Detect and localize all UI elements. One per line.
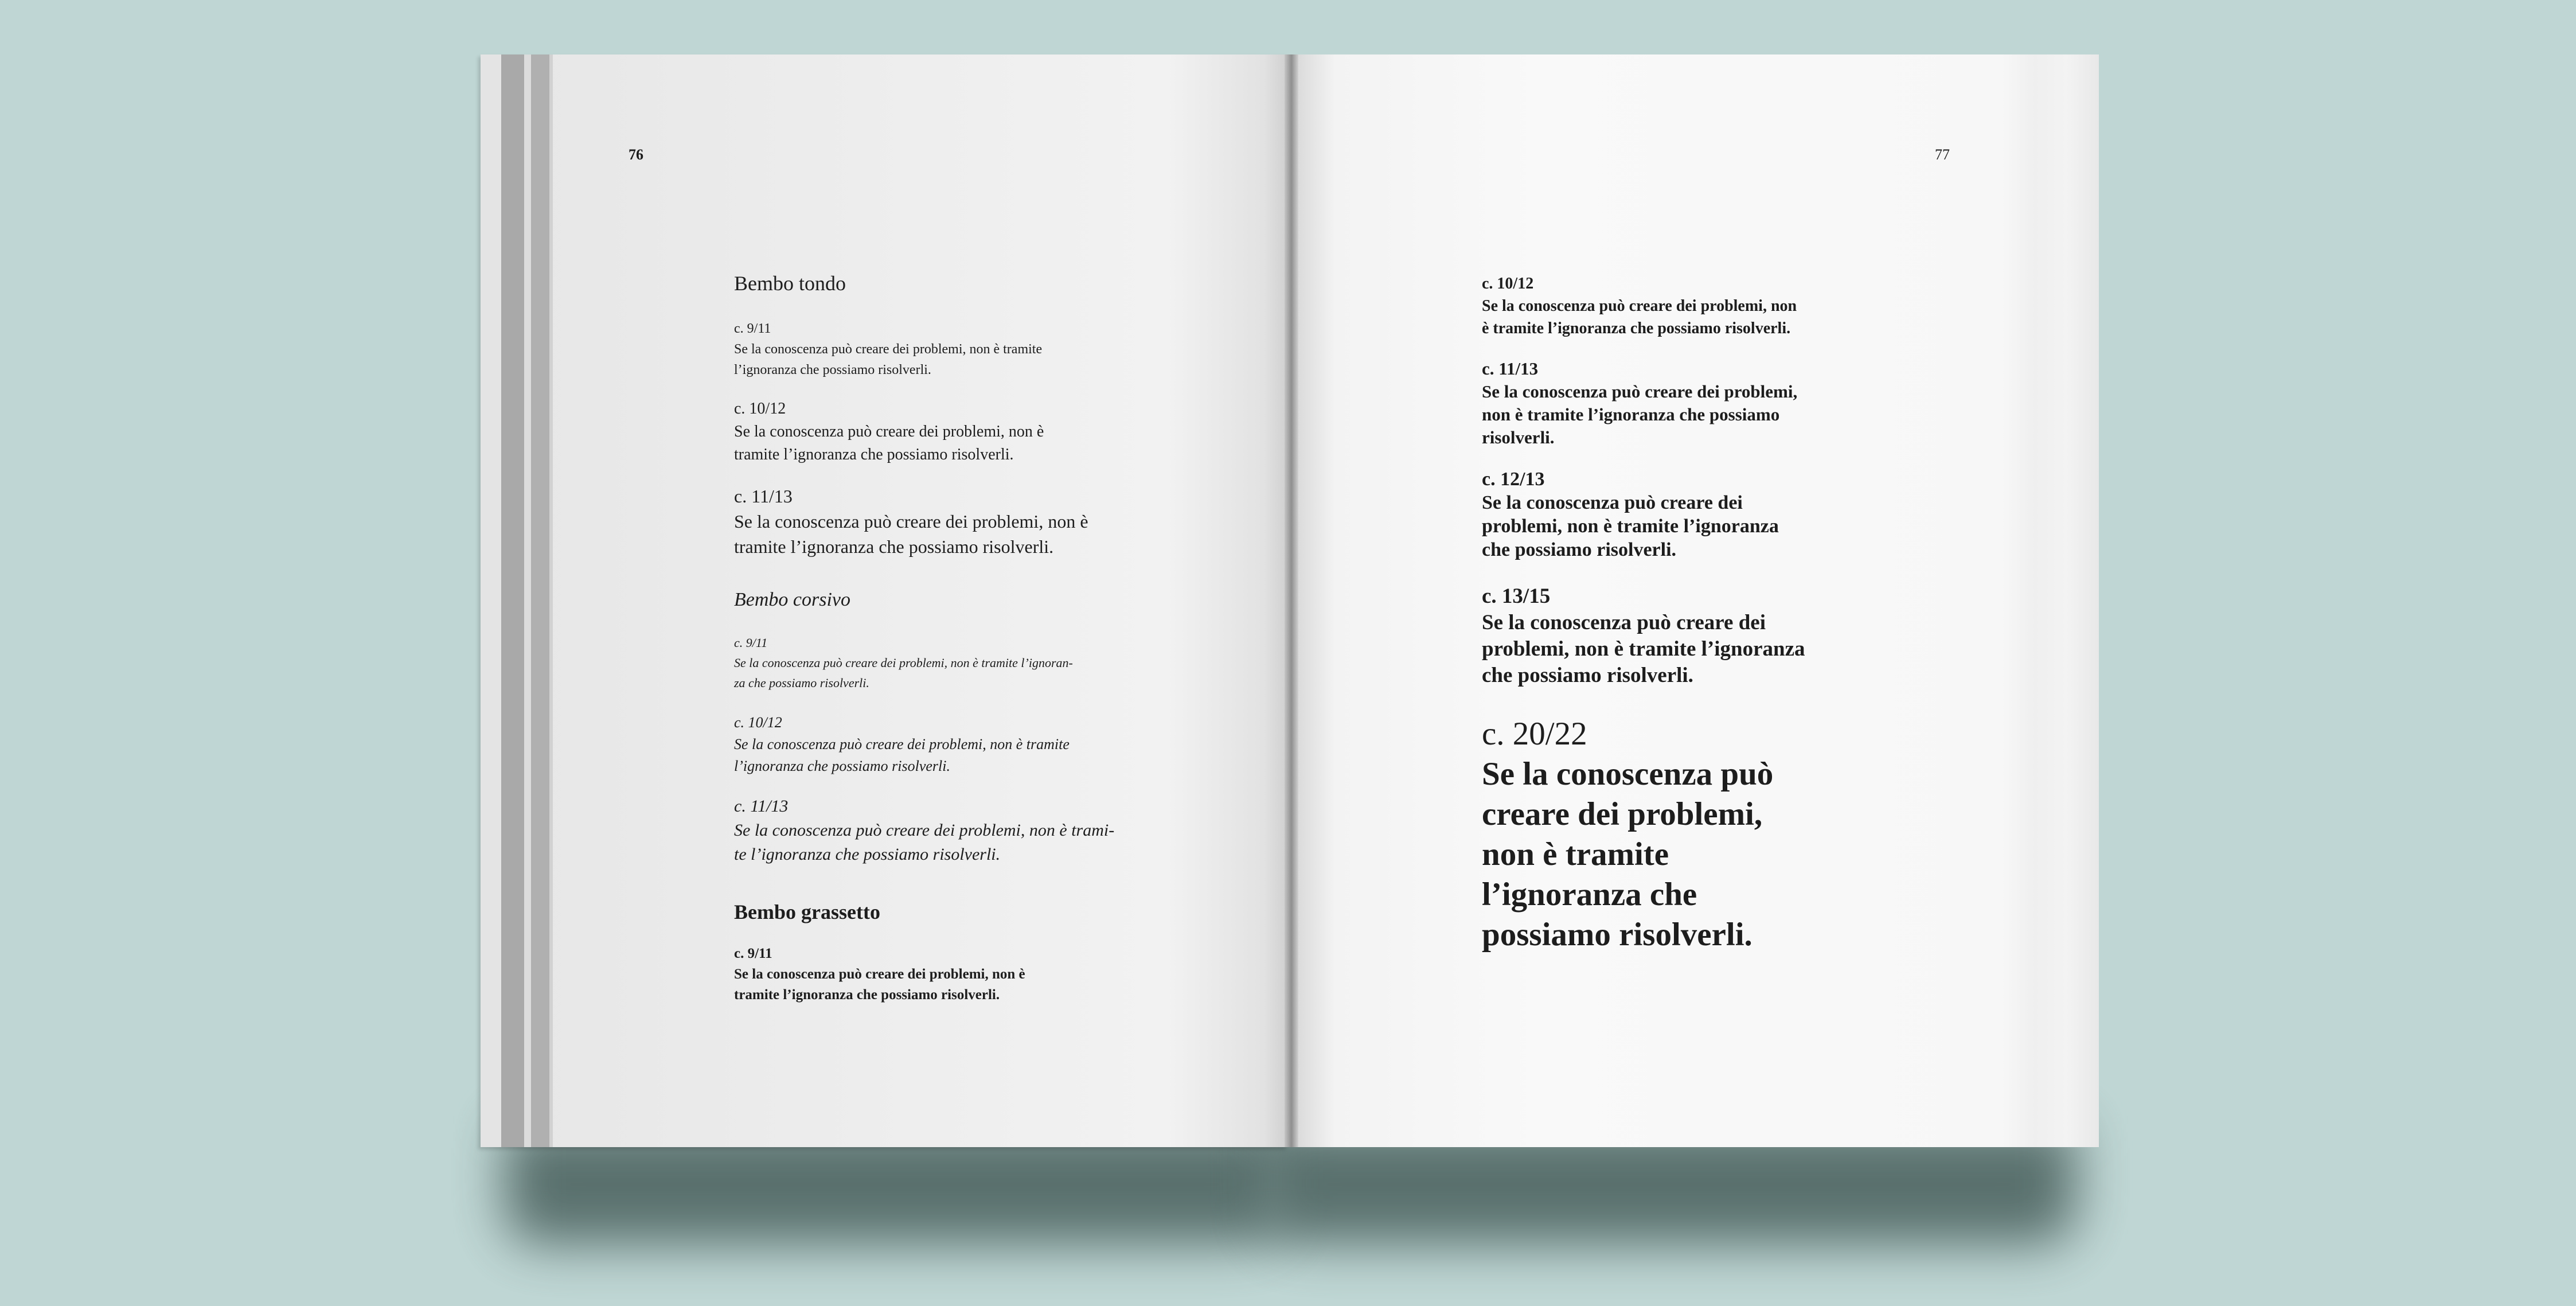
right-page bbox=[1295, 54, 2099, 1147]
sample-text: Se la conoscenza può creare dei bbox=[1482, 492, 1743, 513]
type-sample bbox=[1482, 357, 1918, 449]
page-edge-stripe bbox=[481, 54, 501, 1147]
type-sample bbox=[734, 397, 1147, 466]
page-edge-stripe bbox=[524, 54, 531, 1147]
sample-text: l’ignoranza che possiamo risolverli. bbox=[734, 362, 931, 377]
page-edge-stripe bbox=[549, 54, 553, 1147]
sample-text: Se la conoscenza può bbox=[1482, 756, 1774, 792]
sample-size: c. 20/22 bbox=[1482, 716, 1587, 752]
type-sample bbox=[1482, 467, 1918, 562]
sample-text: Se la conoscenza può creare dei problemi, non è bbox=[734, 966, 1025, 982]
sample-text: problemi, non è tramite l’ignoranza bbox=[1482, 637, 1805, 661]
sample-text: è tramite l’ignoranza che possiamo risolverli. bbox=[1482, 319, 1791, 337]
page-number: 77 bbox=[1935, 146, 1950, 163]
sample-text: tramite l’ignoranza che possiamo risolverli. bbox=[734, 446, 1014, 463]
type-sample bbox=[734, 794, 1147, 867]
sample-text: Se la conoscenza può creare dei problemi, non è tramite bbox=[734, 736, 1070, 753]
sample-text: non è tramite bbox=[1482, 836, 1669, 872]
sample-size: c. 11/13 bbox=[734, 797, 789, 816]
sample-size: c. 10/12 bbox=[734, 400, 786, 418]
sample-text: l’ignoranza che bbox=[1482, 876, 1697, 913]
sample-text: possiamo risolverli. bbox=[1482, 917, 1753, 953]
sample-size: c. 9/11 bbox=[734, 946, 772, 961]
sample-text: Se la conoscenza può creare dei problemi, non è bbox=[734, 511, 1088, 532]
sample-text: za che possiamo risolverli. bbox=[734, 676, 869, 690]
sample-size: c. 11/13 bbox=[734, 486, 793, 506]
sample-size: c. 11/13 bbox=[1482, 358, 1539, 379]
type-sample bbox=[1482, 272, 1918, 340]
sample-size: c. 10/12 bbox=[734, 714, 782, 731]
sample-text: Se la conoscenza può creare dei problemi, non è trami- bbox=[734, 821, 1115, 840]
sample-text: Se la conoscenza può creare dei problemi, bbox=[1482, 381, 1798, 401]
sample-text: Se la conoscenza può creare dei problemi, non è tramite l’ignoran- bbox=[734, 656, 1073, 670]
sample-size: c. 12/13 bbox=[1482, 469, 1545, 490]
sample-text: Se la conoscenza può creare dei problemi, non è tramite bbox=[734, 342, 1043, 357]
page-edge-stripe bbox=[501, 54, 524, 1147]
sample-size: c. 10/12 bbox=[1482, 275, 1534, 293]
sample-size: c. 9/11 bbox=[734, 636, 768, 650]
sample-text: l’ignoranza che possiamo risolverli. bbox=[734, 758, 950, 774]
sample-text: problemi, non è tramite l’ignoranza bbox=[1482, 516, 1779, 537]
sample-text: tramite l’ignoranza che possiamo risolverli. bbox=[734, 987, 1000, 1003]
section-heading: Bembo corsivo bbox=[734, 589, 851, 610]
section-heading: Bembo grassetto bbox=[734, 900, 880, 923]
left-page bbox=[481, 54, 1288, 1147]
sample-size: c. 9/11 bbox=[734, 321, 771, 336]
sample-text: che possiamo risolverli. bbox=[1482, 664, 1693, 687]
sample-text: tramite l’ignoranza che possiamo risolverli. bbox=[734, 536, 1054, 557]
type-sample bbox=[1482, 583, 1918, 689]
sample-text: te l’ignoranza che possiamo risolverli. bbox=[734, 845, 1001, 864]
type-sample bbox=[734, 712, 1147, 777]
sample-text: Se la conoscenza può creare dei problemi, non è bbox=[734, 423, 1044, 440]
type-sample bbox=[734, 944, 1147, 1005]
sample-text: risolverli. bbox=[1482, 427, 1555, 447]
type-sample bbox=[1482, 714, 1918, 955]
book-spine bbox=[1285, 54, 1298, 1147]
type-sample bbox=[734, 484, 1147, 559]
sample-text: creare dei problemi, bbox=[1482, 796, 1763, 832]
sample-size: c. 13/15 bbox=[1482, 584, 1551, 608]
sample-text: Se la conoscenza può creare dei problemi, non bbox=[1482, 297, 1797, 315]
page-edge-stripe bbox=[531, 54, 549, 1147]
sample-text: non è tramite l’ignoranza che possiamo bbox=[1482, 404, 1780, 424]
type-sample bbox=[734, 318, 1147, 380]
sample-text: che possiamo risolverli. bbox=[1482, 539, 1677, 560]
type-sample bbox=[734, 633, 1147, 693]
page-number: 76 bbox=[629, 146, 643, 163]
section-heading: Bembo tondo bbox=[734, 272, 846, 295]
sample-text: Se la conoscenza può creare dei bbox=[1482, 611, 1766, 634]
